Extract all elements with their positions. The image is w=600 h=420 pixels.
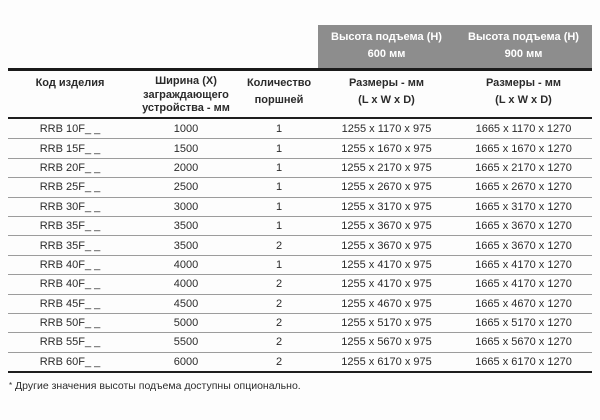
cell-product-code: RRB 40F_ _: [39, 258, 101, 271]
cell-pistons: 2: [275, 278, 283, 291]
cell-width: 1000: [173, 122, 199, 135]
cell-dims-900: 1665 x 2170 x 1270: [475, 161, 572, 174]
cell-pistons: 1: [275, 200, 283, 213]
band-header-600mm-line1: Высота подъема (H): [331, 31, 442, 43]
table-row: [8, 274, 592, 293]
cell-dims-900: 1665 x 3170 x 1270: [475, 200, 572, 213]
table-row: [8, 197, 592, 216]
cell-product-code: RRB 20F_ _: [39, 161, 101, 174]
cell-dims-600: 1255 x 3670 x 975: [341, 239, 432, 252]
band-header-900mm-line1: Высота подъема (H): [468, 31, 579, 43]
cell-dims-900: 1665 x 4670 x 1270: [475, 297, 572, 310]
cell-pistons: 1: [275, 161, 283, 174]
cell-pistons: 2: [275, 336, 283, 349]
lift-height-band: [8, 25, 592, 68]
cell-dims-600: 1255 x 1670 x 975: [341, 142, 432, 155]
cell-dims-900: 1665 x 1670 x 1270: [475, 142, 572, 155]
cell-width: 1500: [173, 142, 199, 155]
cell-width: 3500: [173, 239, 199, 252]
cell-dims-900: 1665 x 4170 x 1270: [475, 258, 572, 271]
cell-dims-600: 1255 x 6170 x 975: [341, 355, 432, 368]
footnote-text: Другие значения высоты подъема доступны опционально.: [15, 380, 301, 393]
cell-dims-900: 1665 x 4170 x 1270: [475, 278, 572, 291]
table-row: [8, 158, 592, 177]
cell-dims-600: 1255 x 3670 x 975: [341, 220, 432, 233]
cell-width: 5000: [173, 317, 199, 330]
table-row: [8, 177, 592, 196]
cell-dims-600: 1255 x 4670 x 975: [341, 297, 432, 310]
table-row: [8, 332, 592, 351]
cell-width: 5500: [173, 336, 199, 349]
cell-pistons: 2: [275, 355, 283, 368]
cell-product-code: RRB 10F_ _: [39, 122, 101, 135]
col-header-dims-600: Размеры - мм (L x W x D): [348, 77, 425, 106]
table-header-row: [8, 71, 592, 117]
table-row: [8, 255, 592, 274]
cell-dims-900: 1665 x 6170 x 1270: [475, 355, 572, 368]
cell-pistons: 2: [275, 239, 283, 252]
cell-product-code: RRB 35F_ _: [39, 239, 101, 252]
footnote: [9, 380, 600, 393]
cell-pistons: 1: [275, 142, 283, 155]
table-row: [8, 119, 592, 138]
col-header-dims-900: Размеры - мм (L x W x D): [485, 77, 562, 106]
band-header-600mm: [318, 25, 455, 68]
band-header-600mm-line2: 600 мм: [367, 48, 406, 60]
cell-width: 6000: [173, 355, 199, 368]
cell-dims-900: 1665 x 3670 x 1270: [475, 239, 572, 252]
cell-product-code: RRB 55F_ _: [39, 336, 101, 349]
band-header-900mm: [455, 25, 592, 68]
col-header-product-code: Код изделия: [35, 77, 105, 89]
cell-pistons: 1: [275, 220, 283, 233]
cell-product-code: RRB 35F_ _: [39, 220, 101, 233]
cell-width: 4500: [173, 297, 199, 310]
table-row: [8, 294, 592, 313]
band-header-900mm-line2: 900 мм: [504, 48, 543, 60]
footnote-marker: *: [9, 381, 13, 391]
cell-pistons: 1: [275, 181, 283, 194]
cell-product-code: RRB 50F_ _: [39, 317, 101, 330]
cell-product-code: RRB 60F_ _: [39, 355, 101, 368]
table-body: [8, 119, 592, 371]
table-row: [8, 313, 592, 332]
band-spacer: [240, 25, 318, 68]
cell-product-code: RRB 30F_ _: [39, 200, 101, 213]
cell-width: 3000: [173, 200, 199, 213]
cell-dims-600: 1255 x 1170 x 975: [341, 122, 432, 135]
table-row: [8, 352, 592, 371]
cell-product-code: RRB 45F_ _: [39, 297, 101, 310]
cell-dims-600: 1255 x 2670 x 975: [341, 181, 432, 194]
table-bottom-border: [8, 371, 592, 373]
cell-dims-900: 1665 x 5670 x 1270: [475, 336, 572, 349]
cell-pistons: 1: [275, 122, 283, 135]
cell-width: 2000: [173, 161, 199, 174]
band-spacer: [132, 25, 240, 68]
cell-dims-600: 1255 x 5170 x 975: [341, 317, 432, 330]
col-header-width: Ширина (X) заграждающего устройства - мм: [142, 75, 230, 114]
cell-width: 3500: [173, 220, 199, 233]
cell-dims-600: 1255 x 4170 x 975: [341, 258, 432, 271]
cell-product-code: RRB 15F_ _: [39, 142, 101, 155]
cell-dims-600: 1255 x 4170 x 975: [341, 278, 432, 291]
table-row: [8, 235, 592, 254]
cell-pistons: 2: [275, 297, 283, 310]
cell-dims-600: 1255 x 5670 x 975: [341, 336, 432, 349]
cell-product-code: RRB 25F_ _: [39, 181, 101, 194]
cell-dims-900: 1665 x 1170 x 1270: [475, 122, 572, 135]
cell-dims-600: 1255 x 2170 x 975: [341, 161, 432, 174]
table-row: [8, 216, 592, 235]
cell-width: 4000: [173, 258, 199, 271]
cell-width: 4000: [173, 278, 199, 291]
cell-dims-900: 1665 x 2670 x 1270: [475, 181, 572, 194]
band-spacer: [8, 25, 132, 68]
table-row: [8, 138, 592, 157]
cell-product-code: RRB 40F_ _: [39, 278, 101, 291]
col-header-pistons: Количество поршней: [246, 77, 312, 106]
cell-pistons: 2: [275, 317, 283, 330]
cell-dims-900: 1665 x 3670 x 1270: [475, 220, 572, 233]
cell-pistons: 1: [275, 258, 283, 271]
cell-width: 2500: [173, 181, 199, 194]
cell-dims-600: 1255 x 3170 x 975: [341, 200, 432, 213]
cell-dims-900: 1665 x 5170 x 1270: [475, 317, 572, 330]
